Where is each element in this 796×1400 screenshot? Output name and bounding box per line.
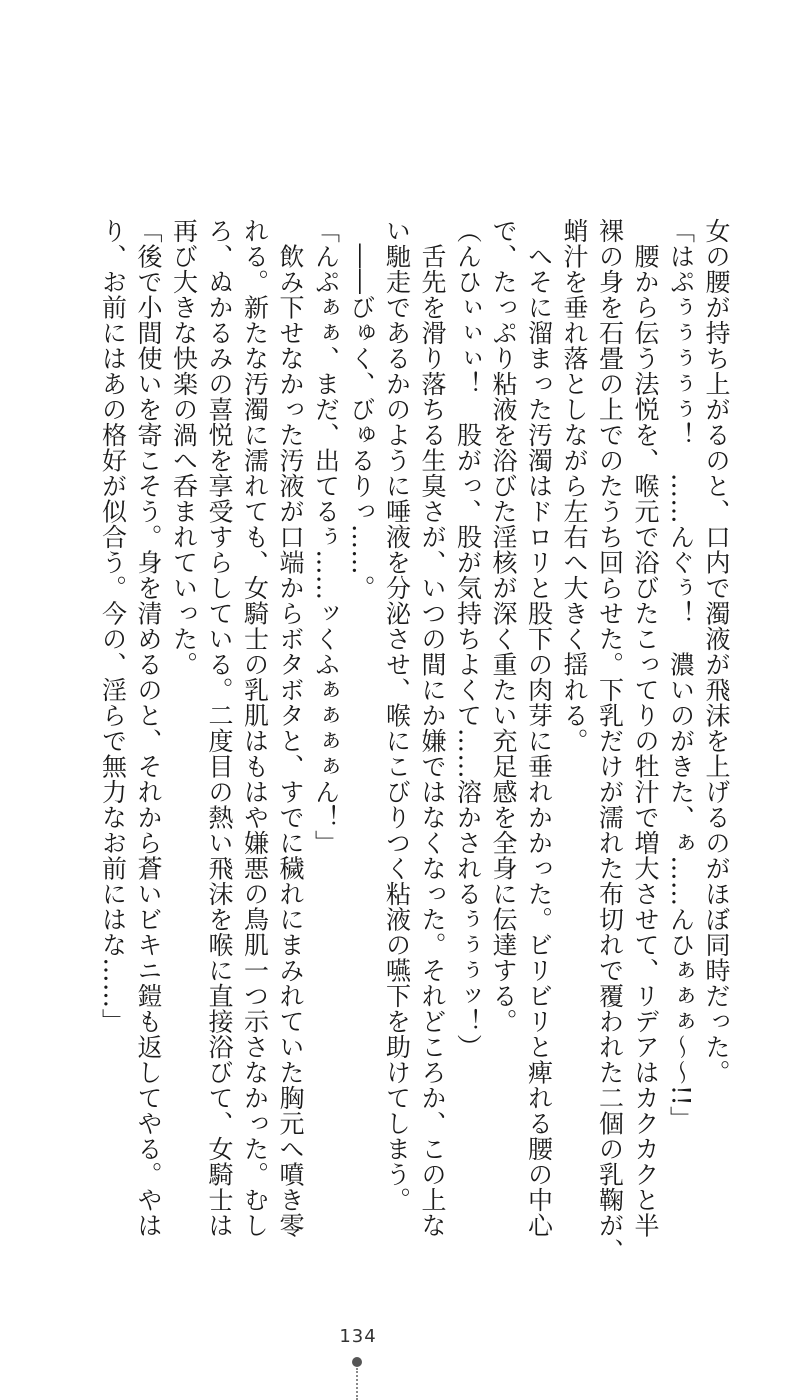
- text-line: ――びゅく、びゅるりっ……。: [347, 218, 376, 601]
- text-line: 舌先を滑り落ちる生臭さが、いつの間にか嫌ではなくなった。それどころか、この上な: [418, 218, 447, 1238]
- page-marker-rule: [356, 1368, 358, 1400]
- page-marker-dot-icon: [352, 1357, 362, 1367]
- text-line: で、たっぷり粘液を浴びた淫核が深く重たい充足感を全身に伝達する。: [489, 218, 518, 1034]
- novel-text: [74, 218, 734, 1264]
- text-line: 「はぷぅぅぅぅぅ！ ……んぐぅ！ 濃いのがきた、ぁ……んひぁぁぁ〜〜!!」: [666, 218, 696, 1132]
- text-line: 「後で小間使いを寄こそう。身を清めるのと、それから蒼いビキニ鎧も返してやる。やは: [134, 218, 163, 1238]
- text-line: い馳走であるかのように唾液を分泌させ、喉にこびりつく粘液の嚥下を助けてしまう。: [382, 218, 412, 1213]
- text-line: 裸の身を石畳の上でのたうち回らせた。下乳だけが濡れた布切れで覆われた二個の乳鞠が、: [595, 218, 625, 1264]
- text-line: れる。新たな汚濁に濡れても、女騎士の乳肌はもはや嫌悪の鳥肌一つ示さなかった。むし: [240, 218, 270, 1238]
- page-number: 134: [339, 1326, 377, 1347]
- text-line: 飲み下せなかった汚液が口端からボタボタと、すでに穢れにまみれていた胸元へ噴き零: [276, 218, 305, 1238]
- text-line: 女の腰が持ち上がるのと、口内で濁液が飛沫を上げるのがほぼ同時だった。: [702, 218, 731, 1085]
- text-line: へそに溜まった汚濁はドロリと股下の肉芽に垂れかかった。ビリビリと痺れる腰の中心: [524, 218, 554, 1238]
- text-line: 蛸汁を垂れ落としながら左右へ大きく揺れる。: [560, 218, 589, 754]
- text-line: 再び大きな快楽の渦へ呑まれていった。: [169, 218, 199, 677]
- text-line: ろ、ぬかるみの喜悦を享受すらしている。二度目の熱い飛沫を喉に直接浴びて、女騎士は: [205, 218, 234, 1238]
- text-line: り、お前にはあの格好が似合う。今の、淫らで無力なお前にはな……」: [98, 218, 128, 1034]
- text-line: （んひぃぃぃ！ 股がっ、股が気持ちよくて……溶かされるぅぅぅッ！）: [453, 218, 483, 1060]
- text-line: 「んぷぁぁ、まだ、出てるぅ……ッくふぁぁぁぁん！」: [311, 218, 341, 856]
- text-line: 腰から伝う法悦を、喉元で浴びたこってりの牡汁で増大させて、リデアはカクカクと半: [631, 218, 660, 1238]
